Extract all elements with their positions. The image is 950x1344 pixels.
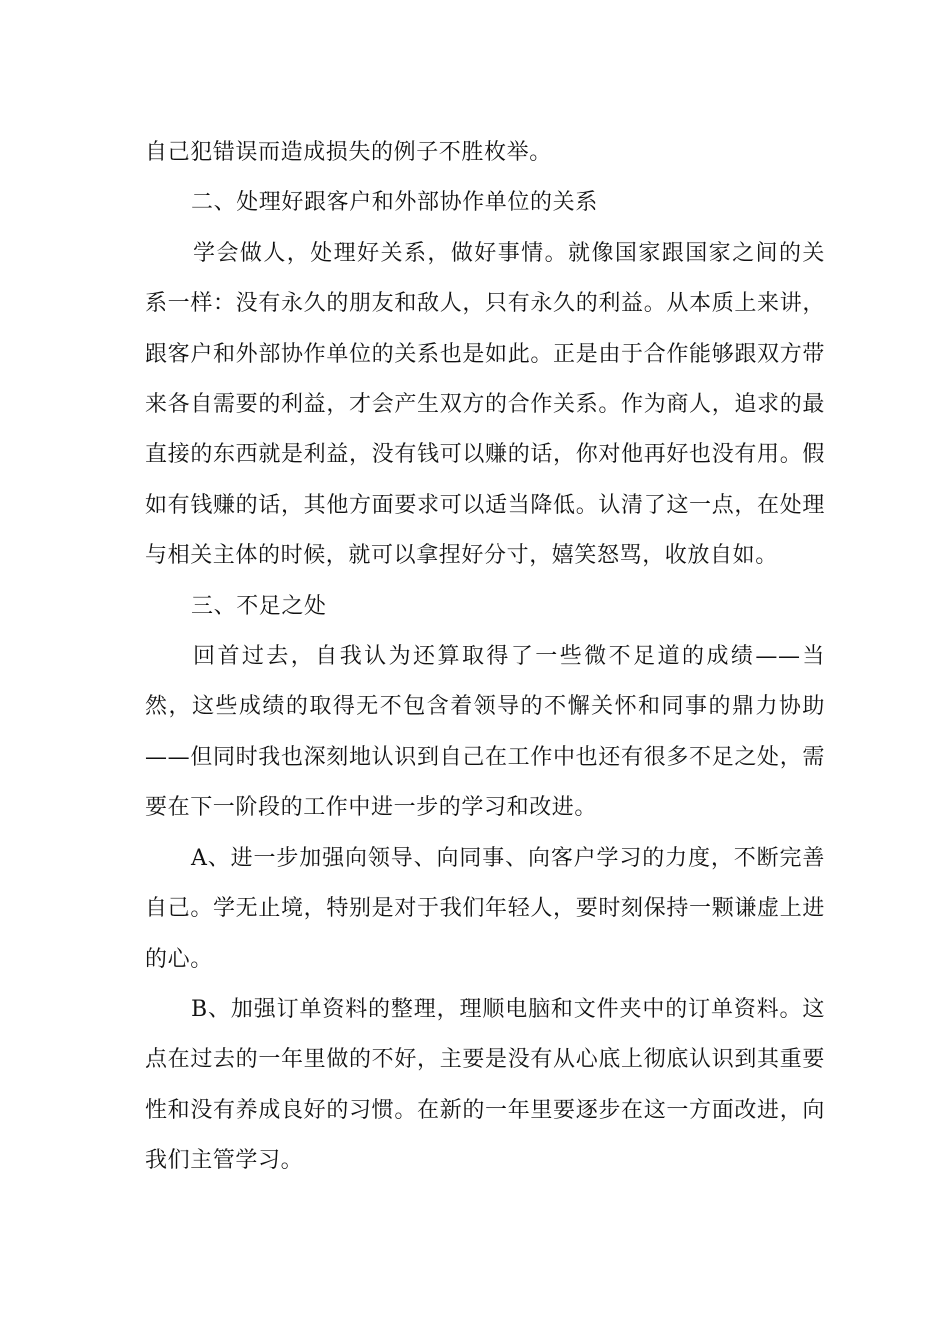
paragraph-relationships: 学会做人，处理好关系，做好事情。就像国家跟国家之间的关系一样：没有永久的朋友和敌人，只有永久的利益。从本质上来讲，跟客户和外部协作单位的关系也是如此。正是由于合作能够跟双方带来各自需要的利益，才会产生双方的合作关系。作为商人，追求的最直接的东西就是利益，没有钱可以赚的话，你对他再好也没有用。假如有钱赚的话，其他方面要求可以适当降低。认清了这一点，在处理与相关主体的时候，就可以拿捏好分寸，嬉笑怒骂，收放自如。 xyxy=(145,240,825,569)
document-body xyxy=(145,128,825,1187)
paragraph-item-b: B、加强订单资料的整理，理顺电脑和文件夹中的订单资料。这点在过去的一年里做的不好，主要是没有从心底上彻底认识到其重要性和没有养成良好的习惯。在新的一年里要逐步在这一方面改进，向我们主管学习。 xyxy=(145,996,825,1174)
paragraph-item-a: A、进一步加强向领导、向同事、向客户学习的力度，不断完善自己。学无止境，特别是对于我们年轻人，要时刻保持一颗谦虚上进的心。 xyxy=(145,845,825,972)
paragraph-continuation: 自己犯错误而造成损失的例子不胜枚举。 xyxy=(145,140,552,165)
section-heading-two: 二、处理好跟客户和外部协作单位的关系 xyxy=(191,190,598,216)
section-heading-three: 三、不足之处 xyxy=(191,593,327,619)
paragraph-shortcomings: 回首过去，自我认为还算取得了一些微不足道的成绩——当然，这些成绩的取得无不包含着领导的不懈关怀和同事的鼎力协助——但同时我也深刻地认识到自己在工作中也还有很多不足之处，需要在下一阶段的工作中进一步的学习和改进。 xyxy=(145,644,825,821)
